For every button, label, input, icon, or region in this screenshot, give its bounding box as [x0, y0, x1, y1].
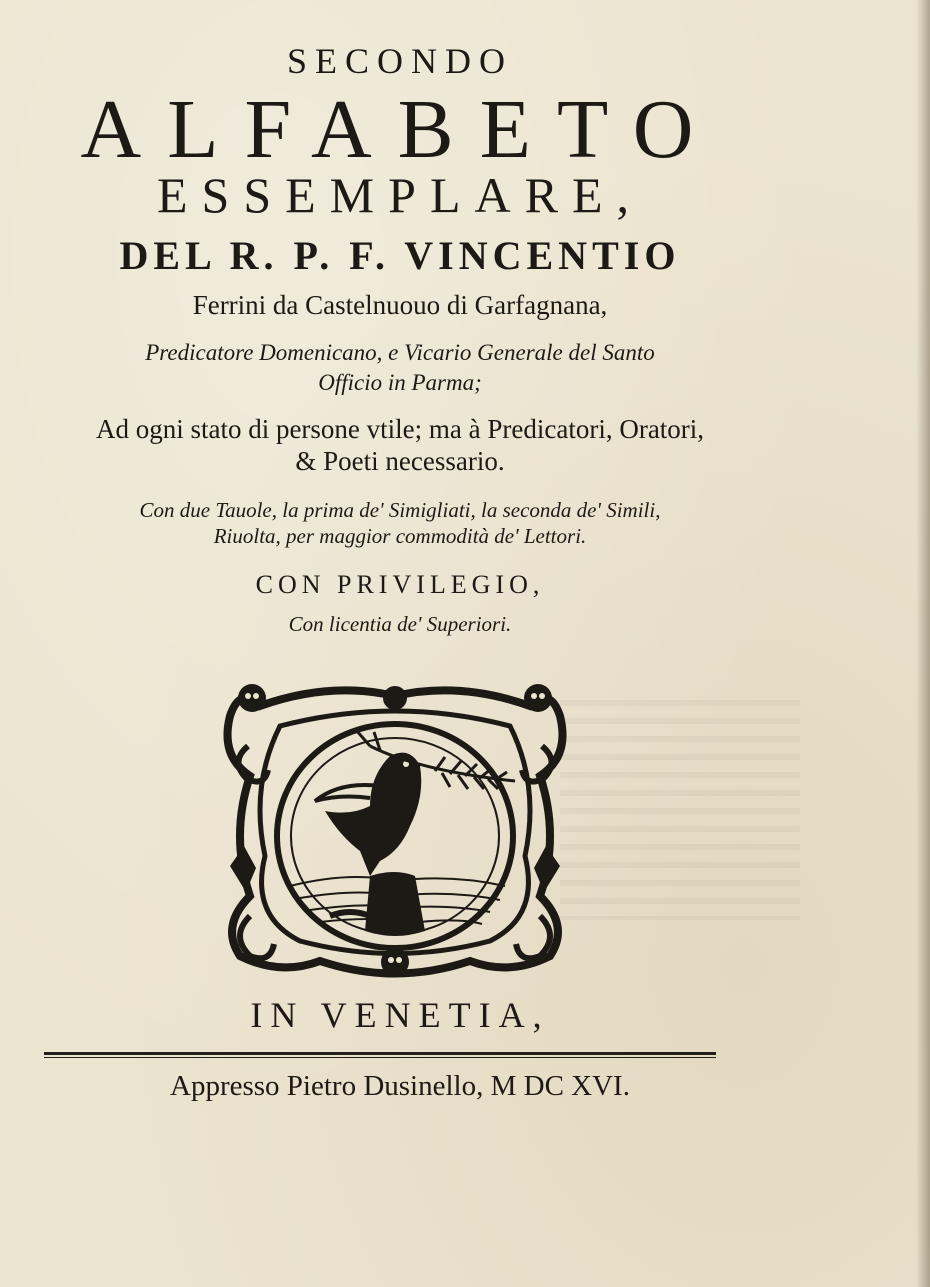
- audience-line1: Ad ogni stato di persone vtile; ma à Predicatori, Oratori,: [95, 414, 705, 444]
- imprint-rule-thin: [44, 1057, 716, 1058]
- page-gutter-shadow: [916, 0, 930, 1287]
- author-origin: Ferrini da Castelnuouo di Garfagnana,: [192, 290, 608, 320]
- imprint-line: Appresso Pietro Dusinello, M DC XVI.: [170, 1070, 630, 1102]
- privilege-line: CON PRIVILEGIO,: [255, 570, 545, 599]
- license-line: Con licentia de' Superiori.: [288, 612, 512, 636]
- author-line: DEL R. P. F. VINCENTIO: [119, 233, 681, 278]
- tables-line1: Con due Tauole, la prima de' Simigliati, la seconda de' Simili,: [139, 498, 661, 522]
- author-office-line1: Predicatore Domenicano, e Vicario Generale del Santo: [145, 340, 655, 365]
- audience-line2: & Poeti necessario.: [295, 446, 505, 476]
- tables-line2: Riuolta, per maggior commodità de' Lettori.: [213, 524, 587, 548]
- show-through-text: [560, 700, 800, 920]
- author-office-line2: Officio in Parma;: [318, 370, 482, 395]
- title-essemplare: ESSEMPLARE,: [156, 167, 643, 223]
- place-of-printing: IN VENETIA,: [250, 995, 550, 1035]
- title-alfabeto: ALFABETO: [80, 83, 720, 176]
- imprint-rule: [44, 1052, 716, 1055]
- eagle-with-olive-branch-icon: [220, 676, 570, 986]
- title-secondo: SECONDO: [286, 41, 513, 81]
